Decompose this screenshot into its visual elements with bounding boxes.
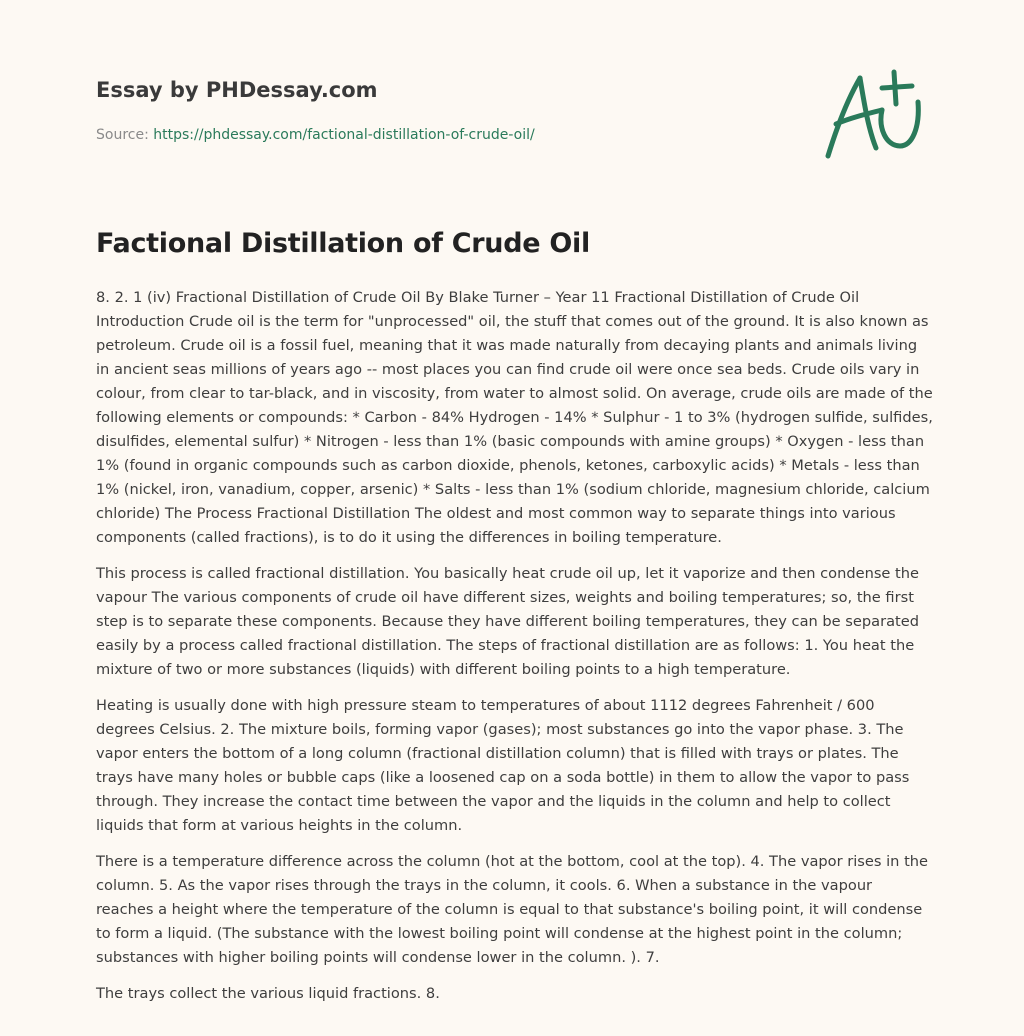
article-title: Factional Distillation of Crude Oil xyxy=(96,228,590,259)
article-paragraph: The trays collect the various liquid fractions. 8. xyxy=(96,985,440,1002)
page-header xyxy=(96,76,796,145)
article-paragraph: This process is called fractional distillation. You basically heat crude oil up, let it vaporize and then condense the vapour The various components of crude oil have different sizes, weights and boiling temperatures; so, the first step is to separate these components. Because they have different boiling temperatures, they can be separated easily by a process called fractional distillation. The steps of fractional distillation are as follows: 1. You heat the mixture of two or more substances (liquids) with different boiling points to a high temperature. xyxy=(96,565,919,678)
article-paragraph: Heating is usually done with high pressure steam to temperatures of about 1112 degrees Fahrenheit / 600 degrees Celsius. 2. The mixture boils, forming vapor (gases); most substances go into the vapor phase. 3. The vapor enters the bottom of a long column (fractional distillation column) that is filled with trays or plates. The trays have many holes or bubble caps (like a loosened cap on a soda bottle) in them to allow the vapor to pass through. They increase the contact time between the vapor and the liquids in the column and help to collect liquids that form at various heights in the column. xyxy=(96,697,910,834)
source-link[interactable]: https://phdessay.com/factional-distillation-of-crude-oil/ xyxy=(153,127,535,143)
source-label: Source: xyxy=(96,127,149,143)
article-paragraph: There is a temperature difference across the column (hot at the bottom, cool at the top). 4. The vapor rises in the column. 5. As the vapor rises through the trays in the column, it cools. 6. When a substance in the vapour reaches a height where the temperature of the column is equal to that substance's boiling point, it will condense to form a liquid. (The substance with the lowest boiling point will condense at the highest point in the column; substances with higher boiling points will condense lower in the column. ). 7. xyxy=(96,853,929,966)
source-line xyxy=(96,125,796,145)
site-title: Essay by PHDessay.com xyxy=(96,78,378,102)
article-paragraph: 8. 2. 1 (iv) Fractional Distillation of Crude Oil By Blake Turner – Year 11 Fractional Distillation of Crude Oil Introduction Crude oil is the term for "unprocessed" oil, the stuff that comes out of the ground. It is also known as petroleum. Crude oil is a fossil fuel, meaning that it was made naturally from decaying plants and animals living in ancient seas millions of years ago -- most places you can find crude oil were once sea beds. Crude oils vary in colour, from clear to tar-black, and in viscosity, from water to almost solid. On average, crude oils are made of the following elements or compounds: * Carbon - 84% Hydrogen - 14% * Sulphur - 1 to 3% (hydrogen sulfide, sulfides, disulfides, elemental sulfur) * Nitrogen - less than 1% (basic compounds with amine groups) * Oxygen - less than 1% (found in organic compounds such as carbon dioxide, phenols, ketones, carboxylic acids) * Metals - less than 1% (nickel, iron, vanadium, copper, arsenic) * Salts - less than 1% (sodium chloride, magnesium chloride, calcium chloride) The Process Fractional Distillation The oldest and most common way to separate things into various components (called fractions), is to do it using the differences in boiling temperature. xyxy=(96,289,933,546)
article xyxy=(96,224,934,1018)
a-plus-logo-icon xyxy=(820,66,930,166)
